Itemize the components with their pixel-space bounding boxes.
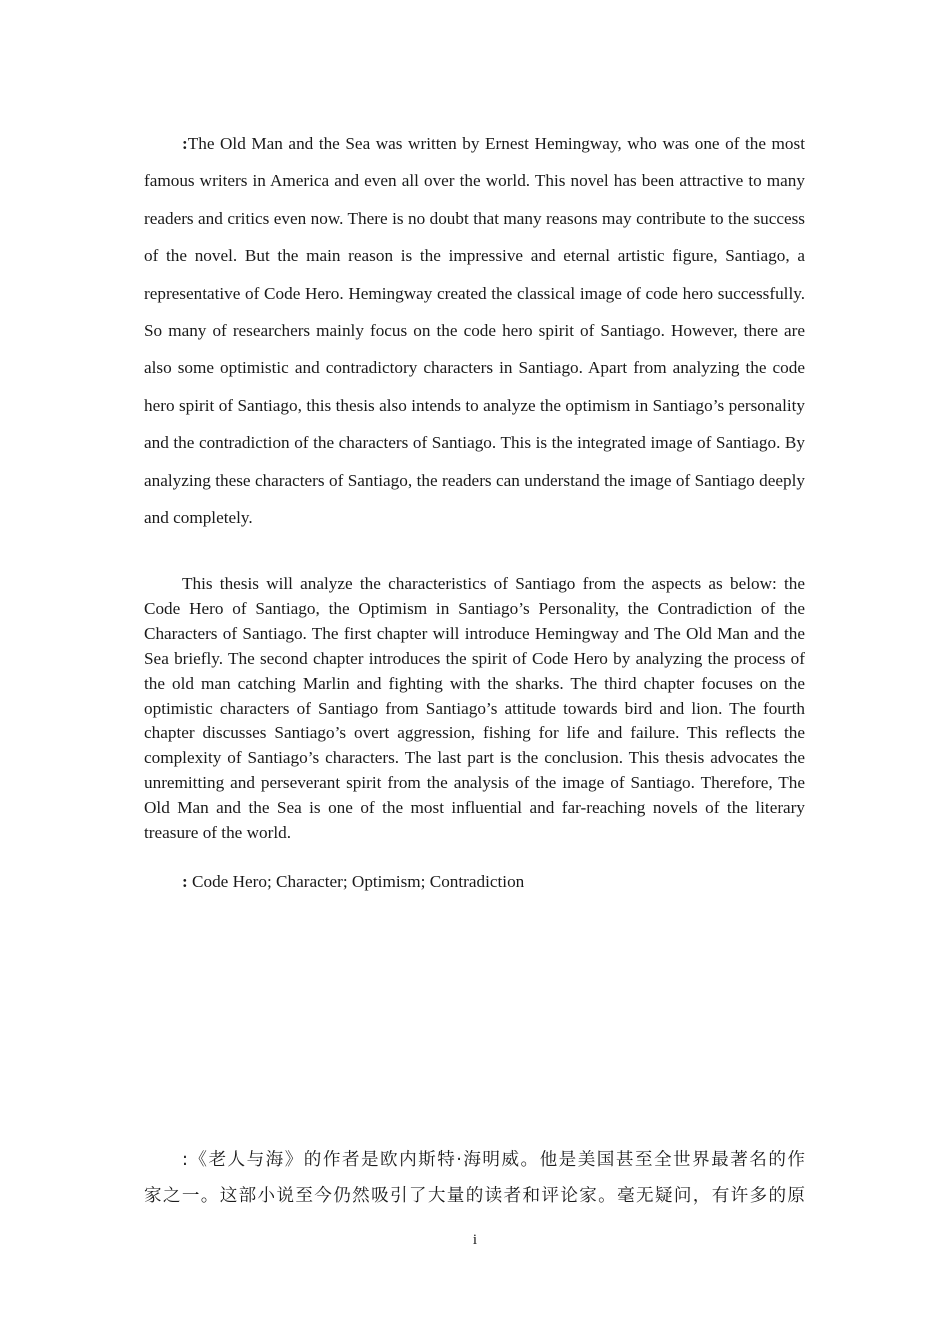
- keywords-text: Code Hero; Character; Optimism; Contradiction: [187, 872, 525, 891]
- abstract-text-1: The Old Man and the Sea was written by Ernest Hemingway, who was one of the most famous writers in America and even all over the world. This novel has been attractive to many readers and critics even now. There is no doubt that many reasons may contribute to the success of the novel. But the main reason is the impressive and eternal artistic figure, Santiago, a representative of Code Hero. Hemingway created the classical image of code hero successfully. So many of researchers mainly focus on the code hero spirit of Santiago. However, there are also some optimistic and contradictory characters in Santiago. Apart from analyzing the code hero spirit of Santiago, this thesis also intends to analyze the optimism in Santiago’s personality and the contradiction of the characters of Santiago. This is the integrated image of Santiago. By analyzing these characters of Santiago, the readers can understand the image of Santiago deeply and completely.: [144, 134, 805, 528]
- chinese-abstract-line-1: [144, 1142, 805, 1178]
- chinese-abstract-line-2: 家之一。这部小说至今仍然吸引了大量的读者和评论家。毫无疑问，有许多的原: [144, 1186, 805, 1206]
- abstract-label: :: [182, 134, 188, 153]
- keywords-label: :: [182, 872, 188, 891]
- abstract-text-2: This thesis will analyze the characteristics of Santiago from the aspects as below: the Code Hero of Santiago, the Optimism in Santiago’s Personality, the Contradiction of the Characters of Santiago. The first chapter will introduce Hemingway and The Old Man and the Sea briefly. The second chapter introduces the spirit of Code Hero by analyzing the process of the old man catching Marlin and fighting with the sharks. The third chapter focuses on the optimistic characters of Santiago from Santiago’s attitude towards bird and lion. The fourth chapter discusses Santiago’s overt aggression, fishing for life and failure. This reflects the complexity of Santiago’s characters. The last part is the conclusion. This thesis advocates the unremitting and perseverant spirit from the analysis of the image of Santiago. Therefore, The Old Man and the Sea is one of the most influential and far-reaching novels of the literary treasure of the world.: [144, 574, 805, 843]
- chinese-abstract-label: :: [182, 1150, 188, 1170]
- page-number: i: [472, 1232, 478, 1248]
- english-abstract-paragraph-1: [144, 125, 805, 536]
- english-abstract-paragraph-2: [144, 572, 805, 846]
- keywords-line: [144, 870, 805, 895]
- chinese-abstract-text-1: 《老人与海》的作者是欧内斯特·海明威。他是美国甚至全世界最著名的作: [187, 1150, 805, 1170]
- chinese-abstract: [144, 1142, 805, 1214]
